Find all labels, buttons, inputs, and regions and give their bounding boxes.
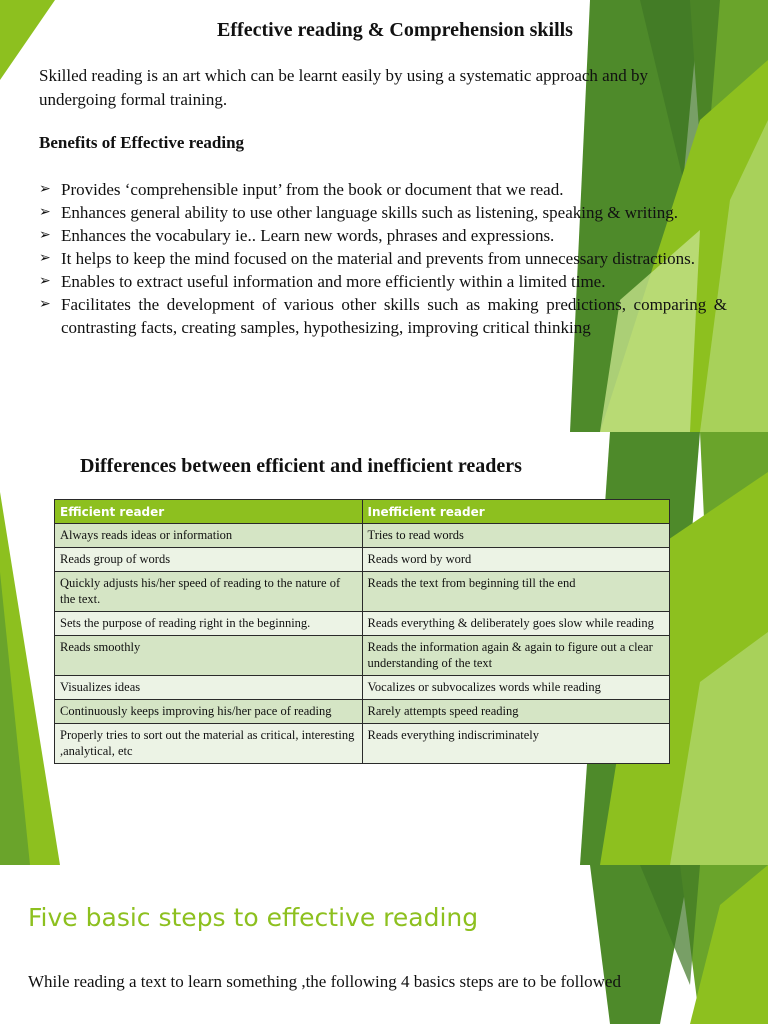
inefficient-reader-cell: Vocalizes or subvocalizes words while reading — [362, 676, 670, 700]
inefficient-reader-cell: Reads word by word — [362, 548, 670, 572]
benefit-text: Enables to extract useful information and more efficiently within a limited time. — [61, 272, 606, 291]
arrow-bullet-icon: ➢ — [39, 205, 51, 220]
slide-title: Effective reading & Comprehension skills — [217, 19, 573, 41]
arrow-bullet-icon: ➢ — [39, 228, 51, 243]
benefit-text: Facilitates the development of various other skills such as making predictions, comparing & contrasting facts, creating samples, hypothesizing, improving critical thinking — [61, 295, 727, 337]
inefficient-reader-cell: Reads the information again & again to figure out a clear understanding of the text — [362, 636, 670, 676]
table-row — [55, 636, 670, 676]
efficient-reader-cell: Always reads ideas or information — [55, 524, 363, 548]
benefits-heading: Benefits of Effective reading — [39, 133, 245, 152]
arrow-bullet-icon: ➢ — [39, 297, 51, 312]
benefit-text: Provides ‘comprehensible input’ from the book or document that we read. — [61, 180, 564, 199]
inefficient-reader-cell: Reads everything indiscriminately — [362, 724, 670, 764]
slide-effective-reading — [0, 0, 768, 432]
green-decoration — [0, 865, 768, 1024]
slide-reader-differences — [0, 432, 768, 865]
benefit-item — [39, 178, 727, 201]
benefits-list — [39, 178, 727, 339]
inefficient-reader-cell: Reads everything & deliberately goes slow while reading — [362, 612, 670, 636]
benefit-text: Enhances the vocabulary ie.. Learn new words, phrases and expressions. — [61, 226, 555, 245]
inefficient-reader-cell: Reads the text from beginning till the end — [362, 572, 670, 612]
table-row — [55, 676, 670, 700]
benefit-text: It helps to keep the mind focused on the material and prevents from unnecessary distractions. — [61, 249, 696, 268]
slide-title: Five basic steps to effective reading — [28, 903, 479, 932]
efficient-reader-cell: Reads smoothly — [55, 636, 363, 676]
table-row — [55, 572, 670, 612]
table-row — [55, 524, 670, 548]
table-header-row — [55, 500, 670, 524]
slide-title: Differences between efficient and inefficient readers — [80, 455, 522, 477]
efficient-reader-cell: Properly tries to sort out the material as critical, interesting ,analytical, etc — [55, 724, 363, 764]
arrow-bullet-icon: ➢ — [39, 251, 51, 266]
reader-comparison-table — [54, 499, 670, 764]
table-row — [55, 700, 670, 724]
benefit-item — [39, 247, 727, 270]
efficient-reader-cell: Quickly adjusts his/her speed of reading to the nature of the text. — [55, 572, 363, 612]
column-header-efficient: Efficient reader — [55, 500, 363, 524]
slide-five-steps — [0, 865, 768, 1024]
body-paragraph: While reading a text to learn something ,the following 4 basics steps are to be followed — [28, 972, 621, 991]
arrow-bullet-icon: ➢ — [39, 182, 51, 197]
table-row — [55, 548, 670, 572]
benefit-item — [39, 293, 727, 339]
efficient-reader-cell: Reads group of words — [55, 548, 363, 572]
benefit-item — [39, 201, 727, 224]
column-header-inefficient: Inefficient reader — [362, 500, 670, 524]
intro-paragraph: Skilled reading is an art which can be learnt easily by using a systematic approach and by undergoing formal training. — [39, 66, 648, 109]
inefficient-reader-cell: Tries to read words — [362, 524, 670, 548]
table-row — [55, 612, 670, 636]
benefit-text: Enhances general ability to use other language skills such as listening, speaking & writing. — [61, 203, 679, 222]
arrow-bullet-icon: ➢ — [39, 274, 51, 289]
efficient-reader-cell: Continuously keeps improving his/her pace of reading — [55, 700, 363, 724]
benefit-item — [39, 270, 727, 293]
efficient-reader-cell: Sets the purpose of reading right in the beginning. — [55, 612, 363, 636]
inefficient-reader-cell: Rarely attempts speed reading — [362, 700, 670, 724]
efficient-reader-cell: Visualizes ideas — [55, 676, 363, 700]
table-row — [55, 724, 670, 764]
benefit-item — [39, 224, 727, 247]
